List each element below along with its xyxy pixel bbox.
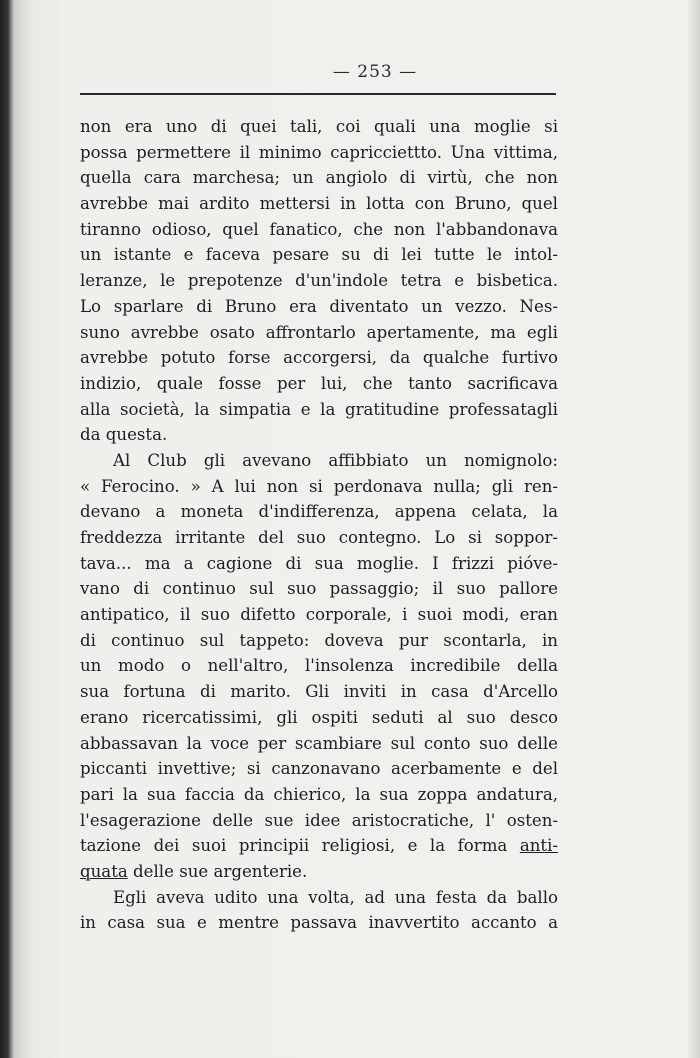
underlined-word: anti- [519,836,558,856]
page-header [0,62,700,82]
paragraph-end-line: da questa. [80,425,168,445]
underlined-word: quata [80,861,128,881]
paragraph-end-line [80,859,558,885]
text-line: abbassavan la voce per scambiare sul conto suo delle [80,733,558,753]
text-line: tava... ma a cagione di sua moglie. I frizzi pióve- [80,553,558,573]
text-line: antipatico, il suo difetto corporale, i suoi modi, eran [80,605,558,625]
paragraph-start-line: Al Club gli avevano affibbiato un nomignolo: [113,450,558,470]
page-edge-shadow [686,0,700,1058]
text-line: erano ricercatissimi, gli ospiti seduti al suo desco [80,707,558,727]
header-rule [80,93,556,95]
text-line: pari la sua faccia da chierico, la sua zoppa andatura, [80,784,558,804]
text-line: sua fortuna di marito. Gli inviti in casa d'Arcello [80,682,558,702]
paragraph-start-line: Egli aveva udito una volta, ad una festa da ballo [113,887,558,907]
text-line: vano di continuo sul suo passaggio; il suo pallore [80,579,558,599]
text-line: un modo o nell'altro, l'insolenza incredibile della [80,656,558,676]
text-line: l'esagerazione delle sue idee aristocratiche, l' osten- [80,810,558,830]
text-line: suno avrebbe osato affrontarlo apertamente, ma egli [80,322,558,342]
body-text [80,114,558,936]
text-line: un istante e faceva pesare su di lei tutte le intol- [80,245,558,265]
text-line: leranze, le prepotenze d'un'indole tetra e bisbetica. [80,271,558,291]
line-text: delle sue argenterie. [133,861,308,881]
text-line: tiranno odioso, quel fanatico, che non l'abbandonava [80,219,558,239]
text-line: quella cara marchesa; un angiolo di virtù, che non [80,168,558,188]
text-line: piccanti invettive; si canzonavano acerbamente e del [80,759,558,779]
line-text: tazione dei suoi principii religiosi, e la forma [80,836,508,856]
text-line: « Ferocino. » A lui non si perdonava nulla; gli ren- [80,476,558,496]
text-line: freddezza irritante del suo contegno. Lo si soppor- [80,528,558,547]
text-line: possa permettere il minimo capricciettto. Una vittima, [80,142,558,162]
text-line: di continuo sul tappeto: doveva pur scontarla, in [80,630,558,650]
text-line: non era uno di quei tali, coi quali una moglie si [80,117,558,136]
text-line: Lo sparlare di Bruno era diventato un vezzo. Nes- [80,296,558,316]
text-line: devano a moneta d'indifferenza, appena celata, la [80,502,558,522]
text-line: avrebbe mai ardito mettersi in lotta con Bruno, quel [80,194,558,214]
text-line: indizio, quale fosse per lui, che tanto sacrificava [80,373,558,393]
text-line: alla società, la simpatia e la gratitudine professatagli [80,399,558,419]
page-number: — 253 — [332,62,418,82]
text-line: avrebbe potuto forse accorgersi, da qualche furtivo [80,348,558,368]
text-line-with-underline [80,833,558,859]
text-line: in casa sua e mentre passava inavvertito accanto a [80,913,558,933]
